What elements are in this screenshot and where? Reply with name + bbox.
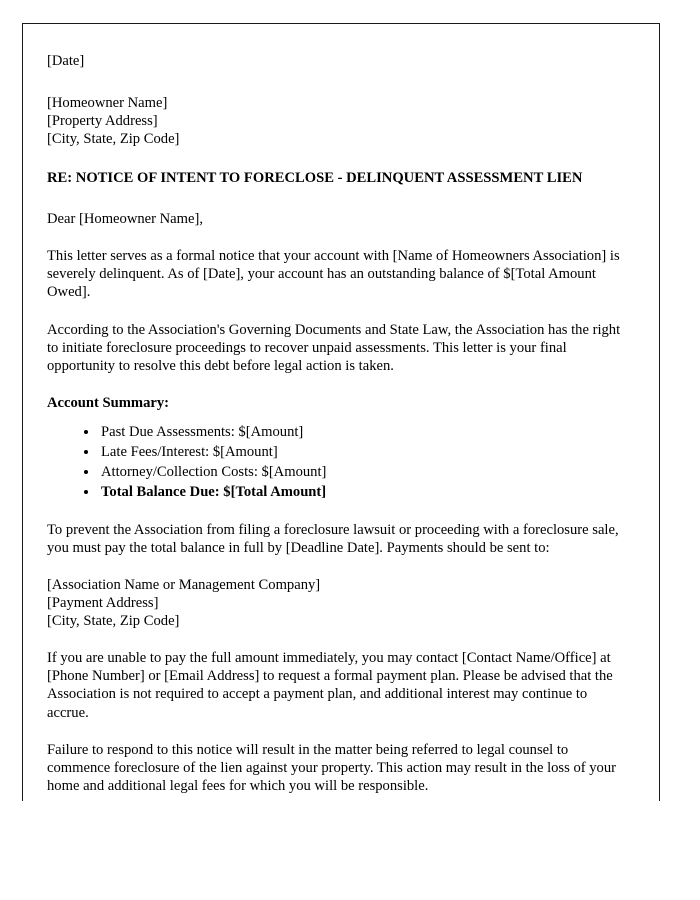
payment-address-block — [47, 576, 626, 630]
list-item-total-balance: • Total Balance Due: $[Total Amount] — [99, 483, 626, 502]
list-item: • Past Due Assessments: $[Amount] — [99, 423, 626, 442]
date-placeholder: [Date] — [47, 53, 85, 69]
document-page — [22, 23, 660, 801]
recipient-address-block — [47, 94, 626, 148]
payment-address-line: [City, State, Zip Code] — [47, 613, 180, 630]
list-item: • Attorney/Collection Costs: $[Amount] — [99, 463, 626, 482]
paragraph-failure-to-respond: Failure to respond to this notice will result in the matter being referred to legal counsel to commence foreclosure of the lien against your property. This action may result in the loss of your home and additional legal fees for which you will be responsible. — [47, 741, 616, 794]
recipient-address-line: [City, State, Zip Code] — [47, 131, 180, 148]
account-summary-list — [47, 423, 626, 502]
paragraph-governing-documents: According to the Association's Governing Documents and State Law, the Association has the right to initiate foreclosure proceedings to recover unpaid assessments. This letter is your final opportunity to resolve this debt before legal action is taken. — [47, 321, 621, 374]
paragraph-payment-deadline: To prevent the Association from filing a foreclosure lawsuit or proceeding with a foreclosure sale, you must pay the total balance in full by [Deadline Date]. Payments should be sent to: — [47, 521, 619, 556]
paragraph-payment-plan: If you are unable to pay the full amount immediately, you may contact [Contact Name/Office] at [Phone Number] or [Email Address] to request a formal payment plan. Please be advised that the Association is not required to accept a payment plan, and additional interest may continue to accrue. — [47, 650, 613, 721]
list-item: • Late Fees/Interest: $[Amount] — [99, 443, 626, 462]
paragraph-balance-notice: This letter serves as a formal notice that your account with [Name of Homeowners Association] is severely delinquent. As of [Date], your account has an outstanding balance of $[Total Amount Owed]. — [47, 248, 620, 301]
payment-address-line: [Association Name or Management Company] — [47, 576, 321, 593]
account-summary-heading: Account Summary: — [47, 394, 170, 411]
payment-address-line: [Payment Address] — [47, 595, 159, 612]
salutation: Dear [Homeowner Name], — [47, 211, 203, 228]
recipient-address-line: [Homeowner Name] — [47, 95, 168, 112]
document-body — [23, 24, 659, 795]
recipient-address-line: [Property Address] — [47, 113, 158, 130]
date-block — [47, 52, 626, 70]
subject-line: RE: NOTICE OF INTENT TO FORECLOSE - DELINQUENT ASSESSMENT LIEN — [47, 170, 583, 187]
